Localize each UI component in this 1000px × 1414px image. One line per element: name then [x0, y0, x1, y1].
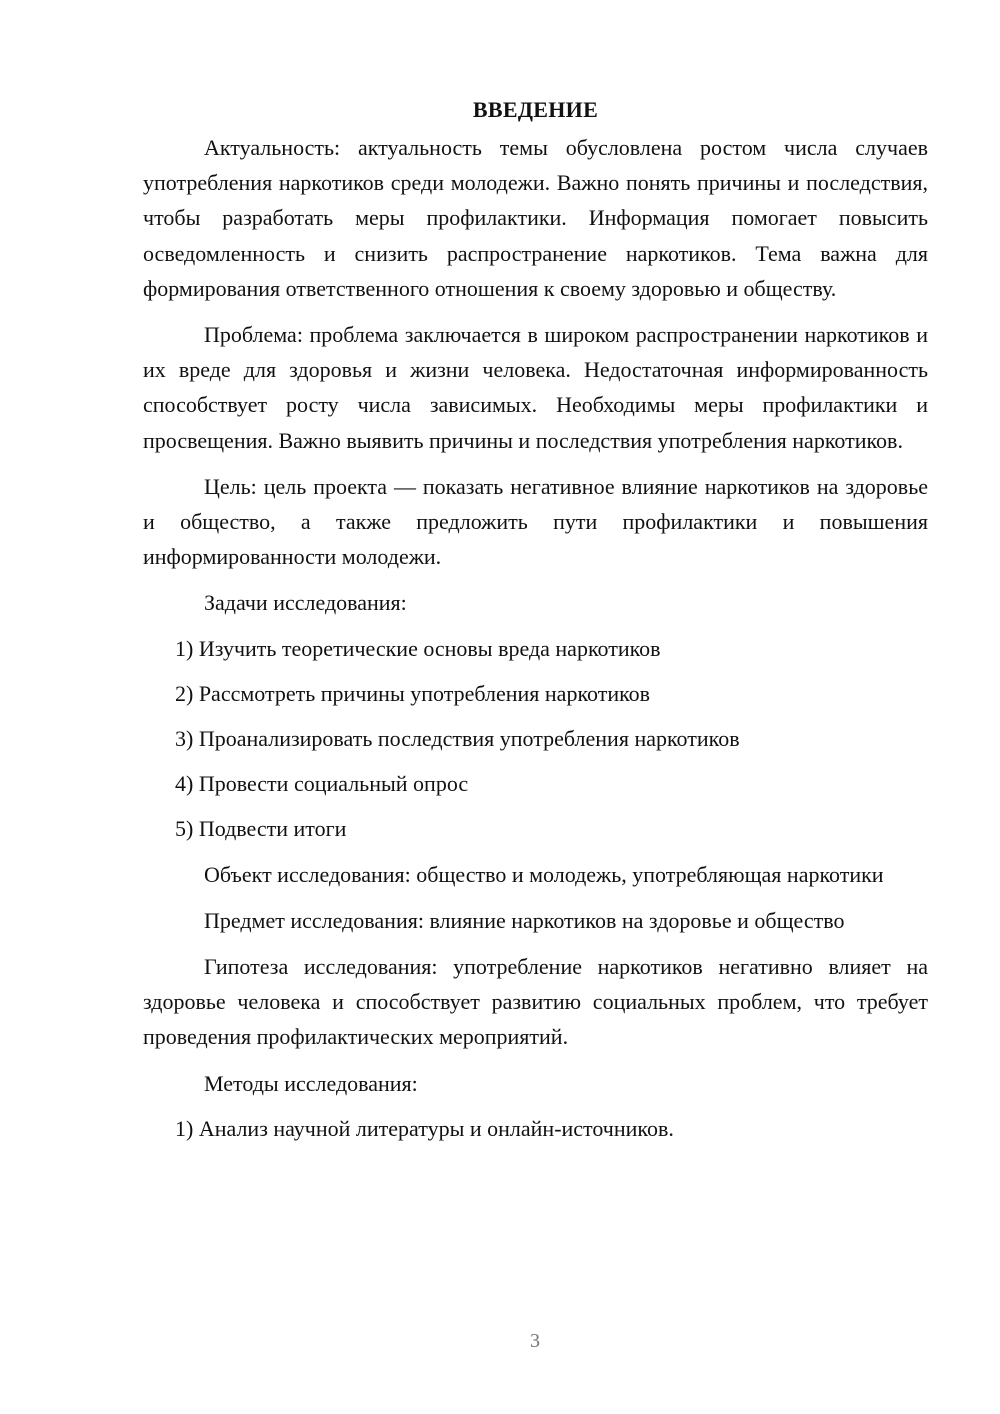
list-item: 3) Проанализировать последствия употребления наркотиков	[175, 726, 740, 752]
page-number: 3	[530, 1330, 540, 1352]
object-paragraph: Объект исследования: общество и молодежь, употребляющая наркотики	[204, 861, 884, 887]
methods-list	[143, 1111, 928, 1146]
list-item: 1) Изучить теоретические основы вреда наркотиков	[175, 635, 661, 661]
list-item: 2) Рассмотреть причины употребления наркотиков	[175, 680, 651, 706]
list-item: 4) Провести социальный опрос	[175, 771, 469, 797]
problem-paragraph: Проблема: проблема заключается в широком распространении наркотиков и их вреде для здоровья и жизни человека. Недостаточная информированность способствует росту числа зависимых. Необходимы меры профилактики и просвещения. Важно выявить причины и последствия употребления наркотиков.	[143, 322, 928, 453]
subject-paragraph: Предмет исследования: влияние наркотиков на здоровье и общество	[204, 907, 845, 933]
page-title: ВВЕДЕНИЕ	[472, 97, 599, 122]
list-item: 5) Подвести итоги	[175, 816, 347, 842]
tasks-heading: Задачи исследования:	[204, 590, 407, 616]
list-item: 1) Анализ научной литературы и онлайн-источников.	[175, 1115, 674, 1141]
hypothesis-paragraph: Гипотеза исследования: употребление наркотиков негативно влияет на здоровье человека и способствует развитию социальных проблем, что требует проведения профилактических мероприятий.	[143, 954, 928, 1050]
methods-heading: Методы исследования:	[204, 1070, 418, 1096]
goal-paragraph: Цель: цель проекта — показать негативное влияние наркотиков на здоровье и общество, а также предложить пути профилактики и повышения информированности молодежи.	[143, 473, 928, 570]
tasks-list	[143, 631, 928, 847]
relevance-paragraph: Актуальность: актуальность темы обусловлена ростом числа случаев употребления наркотиков среди молодежи. Важно понять причины и последствия, чтобы разработать меры профилактики. Информация помогает повысить осведомленность и снизить распространение наркотиков. Тема важна для формирования ответственного отношения к своему здоровью и обществу.	[143, 135, 928, 301]
document-page	[143, 90, 928, 1156]
